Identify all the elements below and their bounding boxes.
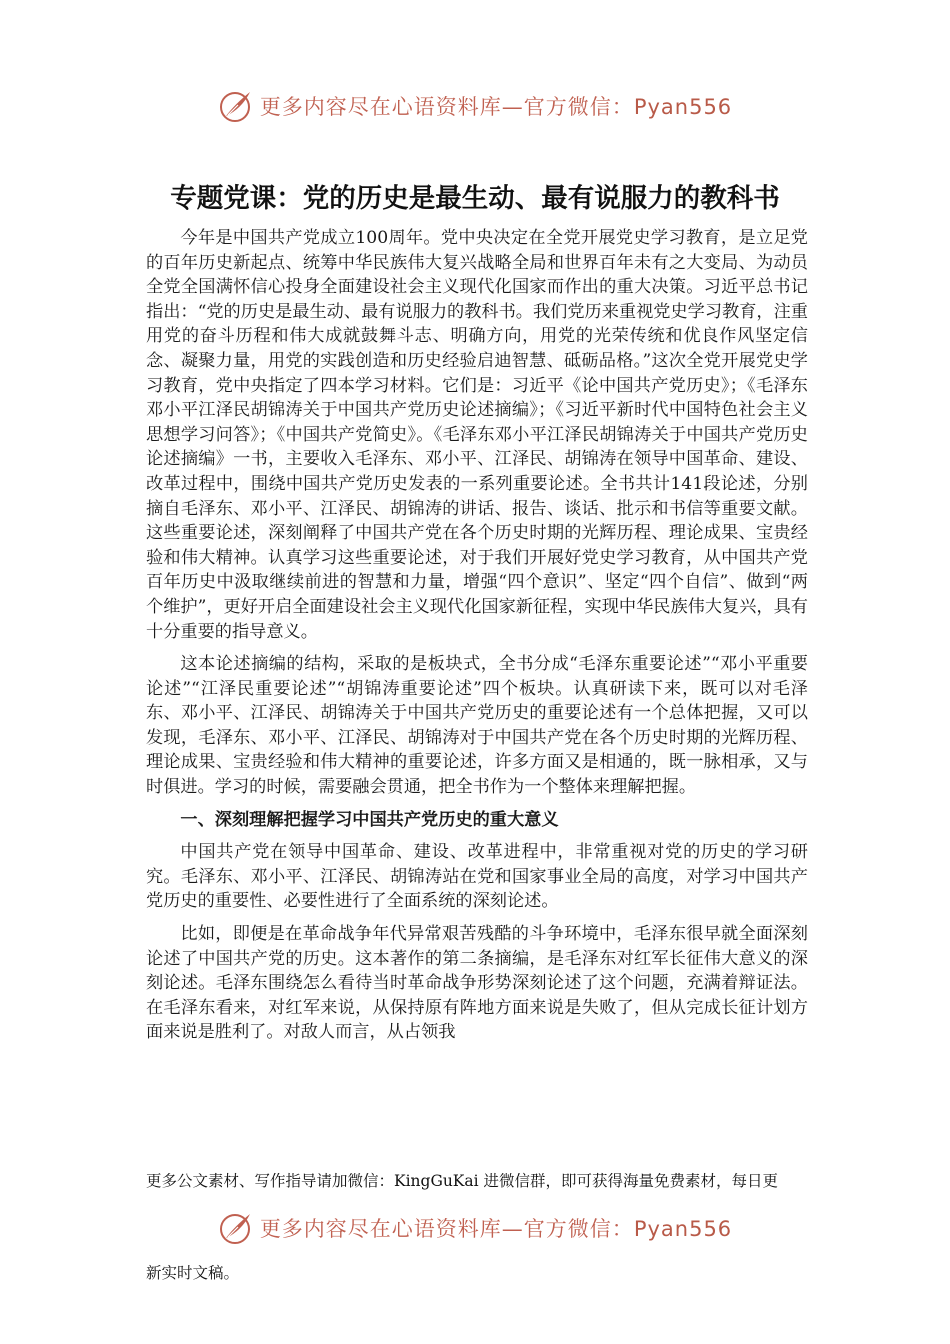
banner-text: 更多内容尽在心语资料库—官方微信：Pyan556 xyxy=(259,95,733,119)
document-body xyxy=(146,226,808,1053)
body-paragraph: 这本论述摘编的结构，采取的是板块式，全书分成“毛泽东重要论述”“邓小平重要论述”“江泽民重要论述”“胡锦涛重要论述”四个板块。认真研读下来，既可以对毛泽东、邓小平、江泽民、胡锦涛关于中国共产党历史的重要论述有一个总体把握，又可以发现，毛泽东、邓小平、江泽民、胡锦涛对于中国共产党在各个历史时期的光辉历程、理论成果、宝贵经验和伟大精神的重要论述，许多方面又是相通的，既一脉相承，又与时俱进。学习的时候，需要融会贯通，把全书作为一个整体来理解把握。 xyxy=(146,654,808,798)
footer-tail-text: 新实时文稿。 xyxy=(146,1264,240,1282)
document-title: 专题党课：党的历史是最生动、最有说服力的教科书 xyxy=(170,183,780,214)
banner-handle: Pyan556 xyxy=(633,1217,733,1241)
footer-promo-note: 更多公文素材、写作指导请加微信：KingGuKai 进微信群，即可获得海量免费素材，每日更 xyxy=(146,1172,779,1190)
feather-quill-logo-icon xyxy=(218,88,254,124)
banner-text: 更多内容尽在心语资料库—官方微信：Pyan556 xyxy=(259,1217,733,1241)
header-watermark-banner xyxy=(0,84,950,128)
feather-quill-logo-icon xyxy=(218,1210,254,1246)
body-paragraph: 中国共产党在领导中国革命、建设、改革进程中，非常重视对党的历史的学习研究。毛泽东、邓小平、江泽民、胡锦涛站在党和国家事业全局的高度，对学习中国共产党历史的重要性、必要性进行了全面系统的深刻论述。 xyxy=(146,842,808,912)
banner-handle: Pyan556 xyxy=(633,95,733,119)
section-heading: 一、深刻理解把握学习中国共产党历史的重大意义 xyxy=(180,809,559,830)
body-paragraph: 今年是中国共产党成立100周年。党中央决定在全党开展党史学习教育，是立足党的百年历史新起点、统筹中华民族伟大复兴战略全局和世界百年未有之大变局、为动员全党全国满怀信心投身全面建设社会主义现代化国家而作出的重大决策。习近平总书记指出：“党的历史是最生动、最有说服力的教科书。我们党历来重视党史学习教育，注重用党的奋斗历程和伟大成就鼓舞斗志、明确方向，用党的光荣传统和优良作风坚定信念、凝聚力量，用党的实践创造和历史经验启迪智慧、砥砺品格。”这次全党开展党史学习教育，党中央指定了四本学习材料。它们是：习近平《论中国共产党历史》；《毛泽东邓小平江泽民胡锦涛关于中国共产党历史论述摘编》；《习近平新时代中国特色社会主义思想学习问答》；《中国共产党简史》。《毛泽东邓小平江泽民胡锦涛关于中国共产党历史论述摘编》一书，主要收入毛泽东、邓小平、江泽民、胡锦涛在领导中国革命、建设、改革过程中，围绕中国共产党历史发表的一系列重要论述。全书共计141段论述，分别摘自毛泽东、邓小平、江泽民、胡锦涛的讲话、报告、谈话、批示和书信等重要文献。这些重要论述，深刻阐释了中国共产党在各个历史时期的光辉历程、理论成果、宝贵经验和伟大精神。认真学习这些重要论述，对于我们开展好党史学习教育，从中国共产党百年历史中汲取继续前进的智慧和力量，增强“四个意识”、坚定“四个自信”、做到“两个维护”，更好开启全面建设社会主义现代化国家新征程，实现中华民族伟大复兴，具有十分重要的指导意义。 xyxy=(146,228,808,642)
body-paragraph: 比如，即便是在革命战争年代异常艰苦残酷的斗争环境中，毛泽东很早就全面深刻论述了中国共产党的历史。这本著作的第二条摘编，是毛泽东对红军长征伟大意义的深刻论述。毛泽东围绕怎么看待当时革命战争形势深刻论述了这个问题，充满着辩证法。在毛泽东看来，对红军来说，从保持原有阵地方面来说是失败了，但从完成长征计划方面来说是胜利了。对敌人而言，从占领我 xyxy=(146,924,808,1043)
footer-watermark-banner xyxy=(0,1206,950,1250)
